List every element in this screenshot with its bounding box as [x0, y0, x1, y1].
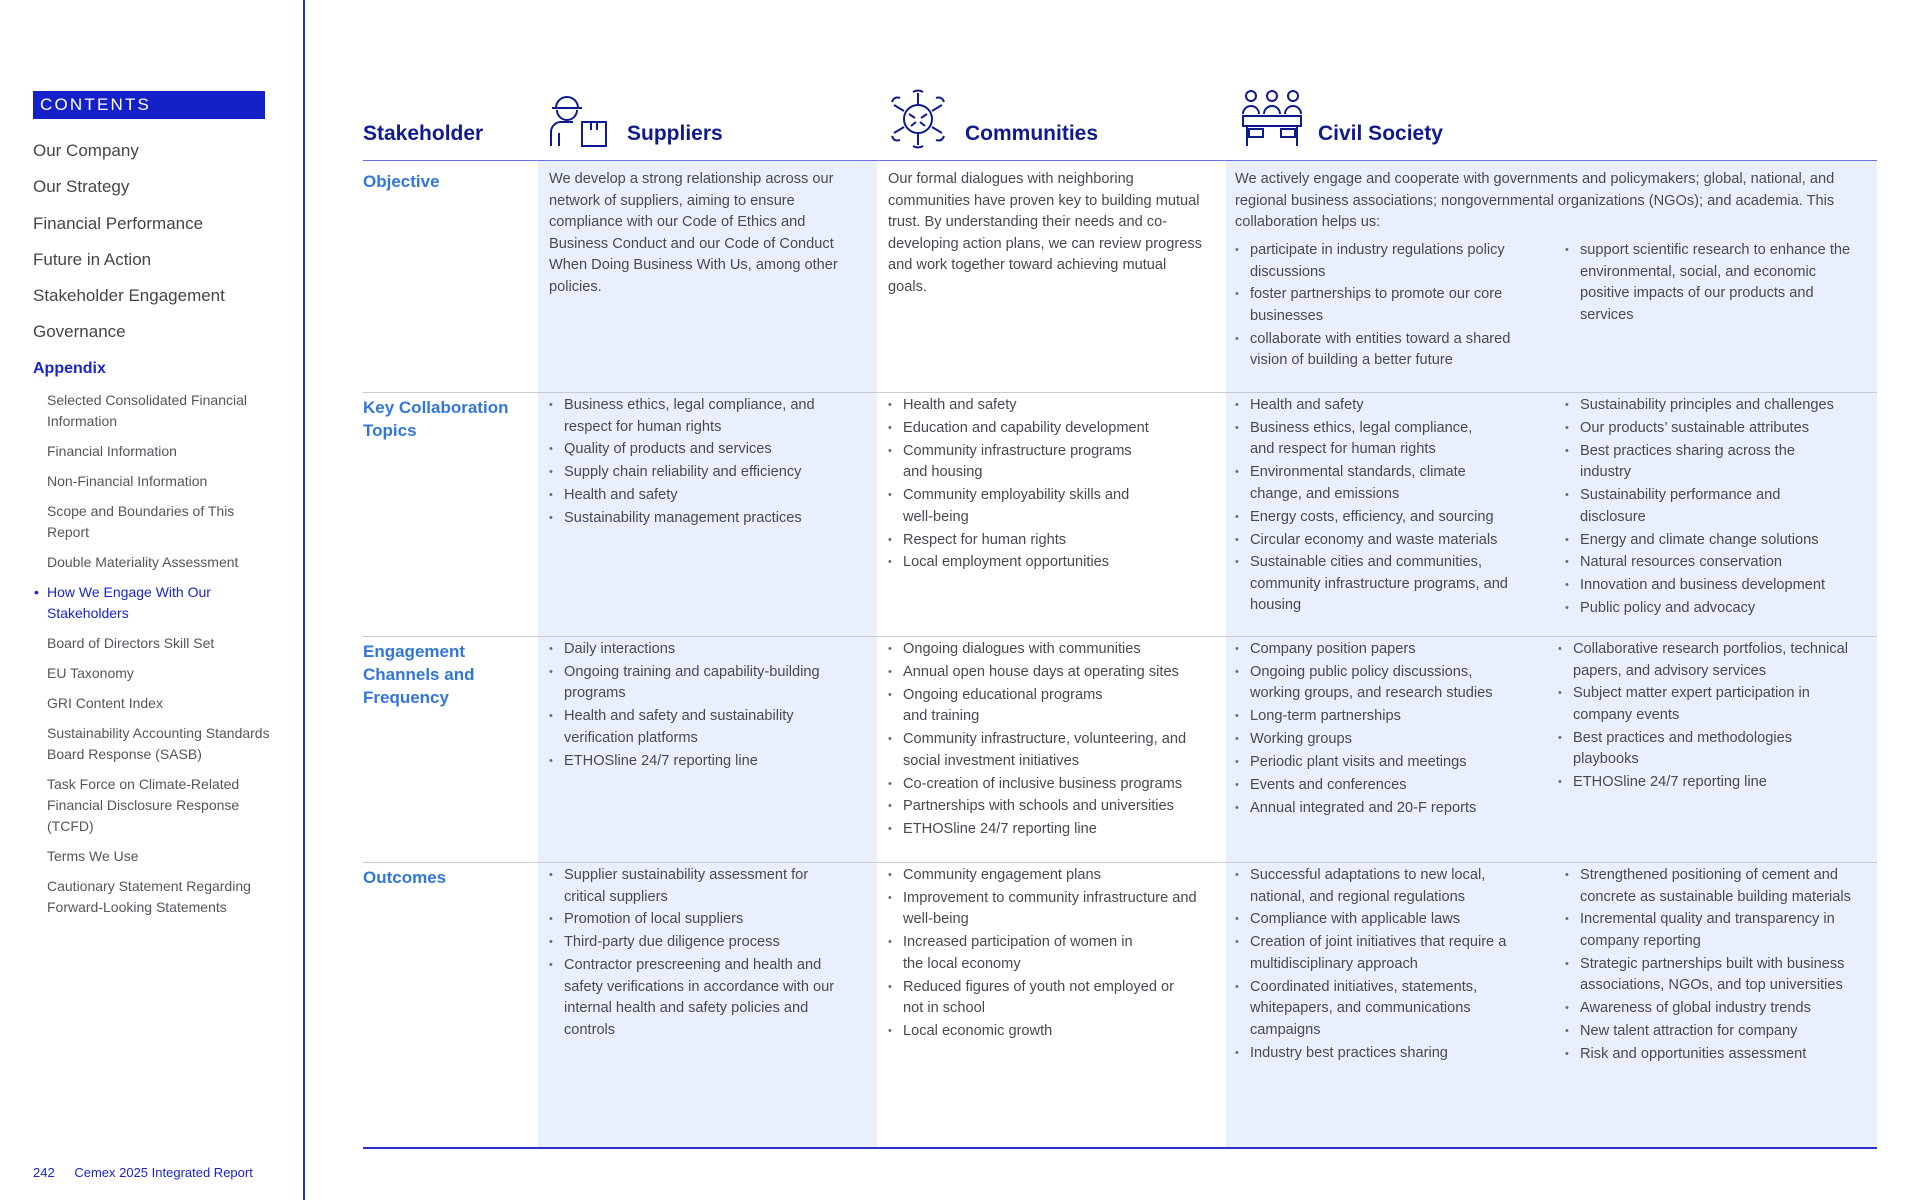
topics-communities — [888, 395, 1204, 575]
list-item: • Increased participation of women in the local economy — [888, 932, 1148, 975]
subnav-item[interactable]: Cautionary Statement Regarding Forward-Looking Statements — [47, 878, 251, 915]
list-item: • participate in industry regulations policy discussions — [1235, 240, 1545, 283]
sidebar — [0, 0, 305, 1200]
list-item: • Awareness of global industry trends — [1565, 998, 1870, 1020]
list-item: • Industry best practices sharing — [1235, 1043, 1540, 1065]
list-item: • Health and safety — [888, 395, 1204, 417]
list-item: • Community infrastructure programs and housing — [888, 441, 1158, 484]
subnav-item-current[interactable]: • How We Engage With Our Stakeholders — [47, 582, 217, 624]
list-item: • Health and safety and sustainability verification platforms — [549, 706, 819, 749]
list-item: • Education and capability development — [888, 418, 1204, 440]
outcomes-suppliers — [549, 865, 865, 1043]
list-item: • Co-creation of inclusive business programs — [888, 774, 1208, 796]
list-item: • Sustainability principles and challenges — [1565, 395, 1870, 417]
objective-civil-society-list-b — [1565, 240, 1855, 327]
list-item: • Best practices and methodologies playbooks — [1558, 728, 1828, 771]
objective-communities — [888, 169, 1204, 298]
list-item: • Environmental standards, climate change, and emissions — [1235, 462, 1495, 505]
list-item: • Subject matter expert participation in company events — [1558, 683, 1838, 726]
objective-civil-society-list-a — [1235, 240, 1545, 373]
contents-header: CONTENTS — [33, 91, 265, 119]
list-item: • Long-term partnerships — [1235, 706, 1540, 728]
channels-civil-society-list-b — [1558, 639, 1868, 795]
list-item: • Ongoing training and capability-building programs — [549, 662, 865, 705]
suppliers-column-title: Suppliers — [627, 122, 723, 145]
subnav-item[interactable]: Sustainability Accounting Standards Board Response (SASB) — [47, 725, 270, 762]
civil-society-column-title: Civil Society — [1318, 122, 1443, 145]
nav-item-our-company[interactable]: Our Company — [33, 141, 139, 160]
header-divider — [363, 160, 1877, 161]
channels-communities — [888, 639, 1208, 842]
page-footer — [33, 1165, 253, 1180]
main-navigation — [33, 140, 225, 394]
nav-item-appendix[interactable]: Appendix — [33, 359, 106, 377]
list-item: • Partnerships with schools and universities — [888, 796, 1208, 818]
row-label-key-collaboration-topics: Key Collaboration Topics — [363, 398, 509, 440]
list-item: • ETHOSline 24/7 reporting line — [549, 751, 865, 773]
channels-civil-society-list-a — [1235, 639, 1540, 821]
list-item: • Innovation and business development — [1565, 575, 1870, 597]
row-label-engagement-channels: Engagement Channels and Frequency — [363, 642, 475, 707]
nav-item-future-in-action[interactable]: Future in Action — [33, 249, 152, 269]
list-item: • ETHOSline 24/7 reporting line — [1558, 772, 1868, 794]
list-item: • Risk and opportunities assessment — [1565, 1044, 1870, 1066]
list-item: • Our products’ sustainable attributes — [1565, 418, 1870, 440]
list-item: • Coordinated initiatives, statements, whitepapers, and communications campaigns — [1235, 977, 1515, 1042]
objective-civil-society-intro — [1235, 169, 1865, 234]
topics-civil-society-list-a — [1235, 395, 1540, 618]
list-item: • Compliance with applicable laws — [1235, 909, 1540, 931]
subnav-item[interactable]: Board of Directors Skill Set — [47, 635, 215, 651]
stakeholder-header: Stakeholder — [363, 122, 484, 145]
list-item: • Best practices sharing across the industry — [1565, 441, 1845, 484]
outcomes-communities — [888, 865, 1208, 1044]
subnav-item[interactable]: Task Force on Climate-Related Financial Disclosure Response (TCFD) — [47, 776, 240, 834]
list-item: • Circular economy and waste materials — [1235, 530, 1540, 552]
people-at-table-icon — [1241, 88, 1303, 150]
list-item: • Health and safety — [549, 485, 865, 507]
appendix-subnavigation — [47, 390, 287, 927]
list-item: • Successful adaptations to new local, national, and regional regulations — [1235, 865, 1520, 908]
list-item: • ETHOSline 24/7 reporting line — [888, 819, 1208, 841]
list-item: • Respect for human rights — [888, 530, 1204, 552]
list-item: • Natural resources conservation — [1565, 552, 1870, 574]
subnav-item[interactable]: Non-Financial Information — [47, 473, 208, 489]
row-divider — [363, 392, 1877, 393]
nav-item-our-strategy[interactable]: Our Strategy — [33, 177, 130, 197]
list-item: • foster partnerships to promote our core businesses — [1235, 284, 1545, 327]
list-item: • Company position papers — [1235, 639, 1540, 661]
list-item: • Daily interactions — [549, 639, 865, 661]
communities-column-title: Communities — [965, 122, 1099, 145]
list-item: • Creation of joint initiatives that require a multidisciplinary approach — [1235, 932, 1535, 975]
list-item: • Strategic partnerships built with business associations, NGOs, and top universities — [1565, 954, 1845, 997]
topics-suppliers — [549, 395, 865, 531]
list-item: • Energy and climate change solutions — [1565, 530, 1870, 552]
topics-civil-society-list-b — [1565, 395, 1870, 621]
list-item: • Local economic growth — [888, 1021, 1208, 1043]
objective-communities-text: Our formal dialogues with neighboring communities have proven key to building mutual trust. By understanding their needs and co-developing action plans, we can review progress and work together toward achieving mutual goals. — [888, 171, 1202, 295]
list-item: • Public policy and advocacy — [1565, 598, 1870, 620]
list-item: • Events and conferences — [1235, 775, 1540, 797]
list-item: • Ongoing educational programs and training — [888, 685, 1108, 728]
list-item: • Annual integrated and 20-F reports — [1235, 798, 1540, 820]
channels-suppliers — [549, 639, 865, 774]
list-item: • Incremental quality and transparency in company reporting — [1565, 909, 1870, 952]
subnav-item[interactable]: Terms We Use — [47, 848, 139, 864]
row-divider — [363, 636, 1877, 637]
row-label-objective: Objective — [363, 172, 440, 191]
list-item: • Periodic plant visits and meetings — [1235, 752, 1540, 774]
subnav-item[interactable]: Double Materiality Assessment — [47, 554, 239, 570]
list-item: • Third-party due diligence process — [549, 932, 865, 954]
circle-of-hands-icon — [887, 88, 949, 150]
list-item: • New talent attraction for company — [1565, 1021, 1870, 1043]
objective-suppliers-text: We develop a strong relationship across our network of suppliers, aiming to ensure compliance with our Code of Ethics and Business Conduct and our Code of Conduct When Doing Business With Us, among other policies. — [549, 171, 838, 295]
subnav-item[interactable]: Scope and Boundaries of This Report — [47, 503, 235, 540]
list-item: • Contractor prescreening and health and safety verifications in accordance with our internal health and safety policies and controls — [549, 955, 849, 1041]
row-label-outcomes: Outcomes — [363, 868, 447, 887]
list-item: • Sustainability management practices — [549, 508, 865, 530]
list-item: • Sustainable cities and communities, community infrastructure programs, and housing — [1235, 552, 1525, 617]
outcomes-civil-society-list-a — [1235, 865, 1540, 1065]
subnav-item[interactable]: EU Taxonomy — [47, 665, 134, 681]
list-item: • Improvement to community infrastructure and well-being — [888, 888, 1198, 931]
list-item: • Supplier sustainability assessment for critical suppliers — [549, 865, 839, 908]
objective-civil-intro-text: We actively engage and cooperate with governments and policymakers; global, national, and regional business associations; nongovernmental organizations (NGOs); and academia. This collaboration helps us: — [1235, 171, 1835, 230]
list-item: • Local employment opportunities — [888, 552, 1204, 574]
list-item: • Ongoing public policy discussions, working groups, and research studies — [1235, 662, 1525, 705]
subnav-item[interactable]: Selected Consolidated Financial Information — [47, 392, 248, 429]
report-title: Cemex 2025 Integrated Report — [74, 1165, 253, 1180]
list-item: • Working groups — [1235, 729, 1540, 751]
list-item: • support scientific research to enhance the environmental, social, and economic positive impacts of our products and services — [1565, 240, 1855, 326]
list-item: • Reduced figures of youth not employed or not in school — [888, 977, 1178, 1020]
list-item: • Business ethics, legal compliance, and respect for human rights — [549, 395, 819, 438]
row-divider — [363, 862, 1877, 863]
outcomes-civil-society-list-b — [1565, 865, 1870, 1067]
list-item: • Supply chain reliability and efficiency — [549, 462, 865, 484]
objective-suppliers — [549, 169, 865, 298]
subnav-item[interactable]: GRI Content Index — [47, 695, 163, 711]
nav-item-financial-performance[interactable]: Financial Performance — [33, 213, 204, 233]
list-item: • Community engagement plans — [888, 865, 1208, 887]
list-item: • Sustainability performance and disclosure — [1565, 485, 1805, 528]
worker-with-box-icon — [548, 88, 612, 150]
table-bottom-rule — [363, 1147, 1877, 1149]
nav-item-stakeholder-engagement[interactable]: Stakeholder Engagement — [33, 286, 225, 306]
list-item: • collaborate with entities toward a shared vision of building a better future — [1235, 329, 1545, 372]
list-item: • Energy costs, efficiency, and sourcing — [1235, 507, 1540, 529]
list-item: • Ongoing dialogues with communities — [888, 639, 1208, 661]
nav-item-governance[interactable]: Governance — [33, 322, 126, 342]
list-item: • Collaborative research portfolios, technical papers, and advisory services — [1558, 639, 1858, 682]
list-item: • Quality of products and services — [549, 439, 865, 461]
page-number: 242 — [33, 1165, 55, 1180]
subnav-item[interactable]: Financial Information — [47, 443, 177, 459]
list-item: • Business ethics, legal compliance, and respect for human rights — [1235, 418, 1495, 461]
list-item: • Community employability skills and well-being — [888, 485, 1158, 528]
list-item: • Strengthened positioning of cement and concrete as sustainable building materials — [1565, 865, 1855, 908]
list-item: • Health and safety — [1235, 395, 1540, 417]
list-item: • Community infrastructure, volunteering, and social investment initiatives — [888, 729, 1188, 772]
list-item: • Annual open house days at operating sites — [888, 662, 1208, 684]
list-item: • Promotion of local suppliers — [549, 909, 865, 931]
